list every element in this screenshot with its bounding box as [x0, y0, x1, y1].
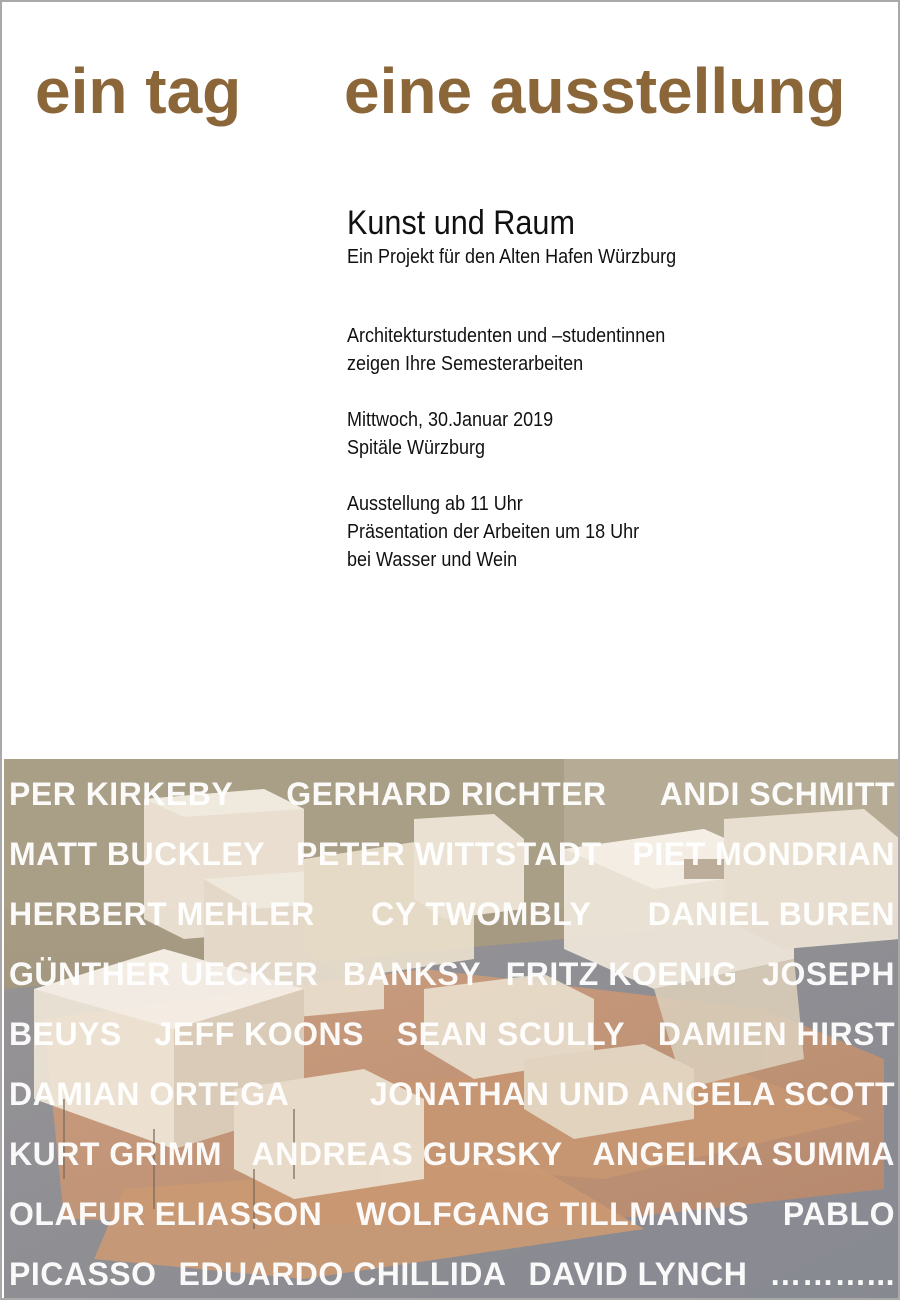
artist-name: CY TWOMBLY [371, 895, 592, 932]
artist-name: WOLFGANG TILLMANNS [356, 1195, 750, 1232]
description-line-1: Architekturstudenten und –studentinnen [347, 325, 666, 347]
artist-name-line [9, 894, 895, 934]
artist-name: ANGELIKA SUMMA [592, 1135, 895, 1172]
event-date: Mittwoch, 30.Januar 2019 [347, 409, 554, 431]
artist-name: GÜNTHER UECKER [9, 955, 319, 992]
event-subtitle: Ein Projekt für den Alten Hafen Würzburg [347, 246, 677, 268]
headline-left: ein tag [35, 55, 242, 127]
artist-name: PABLO [782, 1195, 895, 1232]
artist-name: DAMIAN ORTEGA [9, 1075, 290, 1112]
artist-name: BEUYS [9, 1015, 122, 1052]
artist-name: PIET MONDRIAN [632, 835, 895, 872]
artist-name: GERHARD RICHTER [286, 775, 607, 812]
artist-name: KURT GRIMM [9, 1135, 222, 1172]
artist-name: OLAFUR ELIASSON [9, 1195, 323, 1232]
refreshments-note: bei Wasser und Wein [347, 549, 518, 571]
artist-name: DANIEL BUREN [647, 895, 895, 932]
event-info [347, 202, 867, 574]
headline-right: eine ausstellung [344, 55, 846, 127]
artist-name: EDUARDO CHILLIDA [178, 1255, 507, 1292]
artist-name: PICASSO [9, 1255, 157, 1292]
artist-name: PETER WITTSTADT [296, 835, 602, 872]
artist-name-line [9, 1134, 895, 1174]
artist-name-line [9, 1014, 895, 1054]
artist-name: BANKSY [342, 955, 482, 992]
artist-name: JONATHAN UND ANGELA SCOTT [369, 1075, 895, 1112]
event-title: Kunst und Raum [347, 204, 575, 242]
description-line-2: zeigen Ihre Semesterarbeiten [347, 353, 584, 375]
artist-name-line [9, 1254, 895, 1294]
artist-name: MATT BUCKLEY [9, 835, 266, 872]
artist-name: JOSEPH [762, 955, 895, 992]
artist-name: DAVID LYNCH [528, 1255, 748, 1292]
artist-name-line [9, 954, 895, 994]
artist-name: ANDI SCHMITT [659, 775, 895, 812]
artist-name-line [9, 1194, 895, 1234]
artist-name: SEAN SCULLY [396, 1015, 626, 1052]
artist-name: FRITZ KOENIG [505, 955, 738, 992]
artist-name-line [9, 1074, 895, 1114]
exhibition-time: Ausstellung ab 11 Uhr [347, 493, 523, 515]
artist-name-line [9, 774, 895, 814]
artist-names [4, 759, 900, 1300]
architecture-model-photo [4, 759, 900, 1300]
artist-name: ANDREAS GURSKY [251, 1135, 563, 1172]
artist-name-line [9, 834, 895, 874]
artist-name: HERBERT MEHLER [9, 895, 315, 932]
headline [2, 54, 898, 134]
artist-name: PER KIRKEBY [9, 775, 234, 812]
artist-name: JEFF KOONS [154, 1015, 364, 1052]
artist-name: ………... [769, 1255, 895, 1292]
presentation-time: Präsentation der Arbeiten um 18 Uhr [347, 521, 640, 543]
event-venue: Spitäle Würzburg [347, 437, 486, 459]
artist-name: DAMIEN HIRST [657, 1015, 895, 1052]
